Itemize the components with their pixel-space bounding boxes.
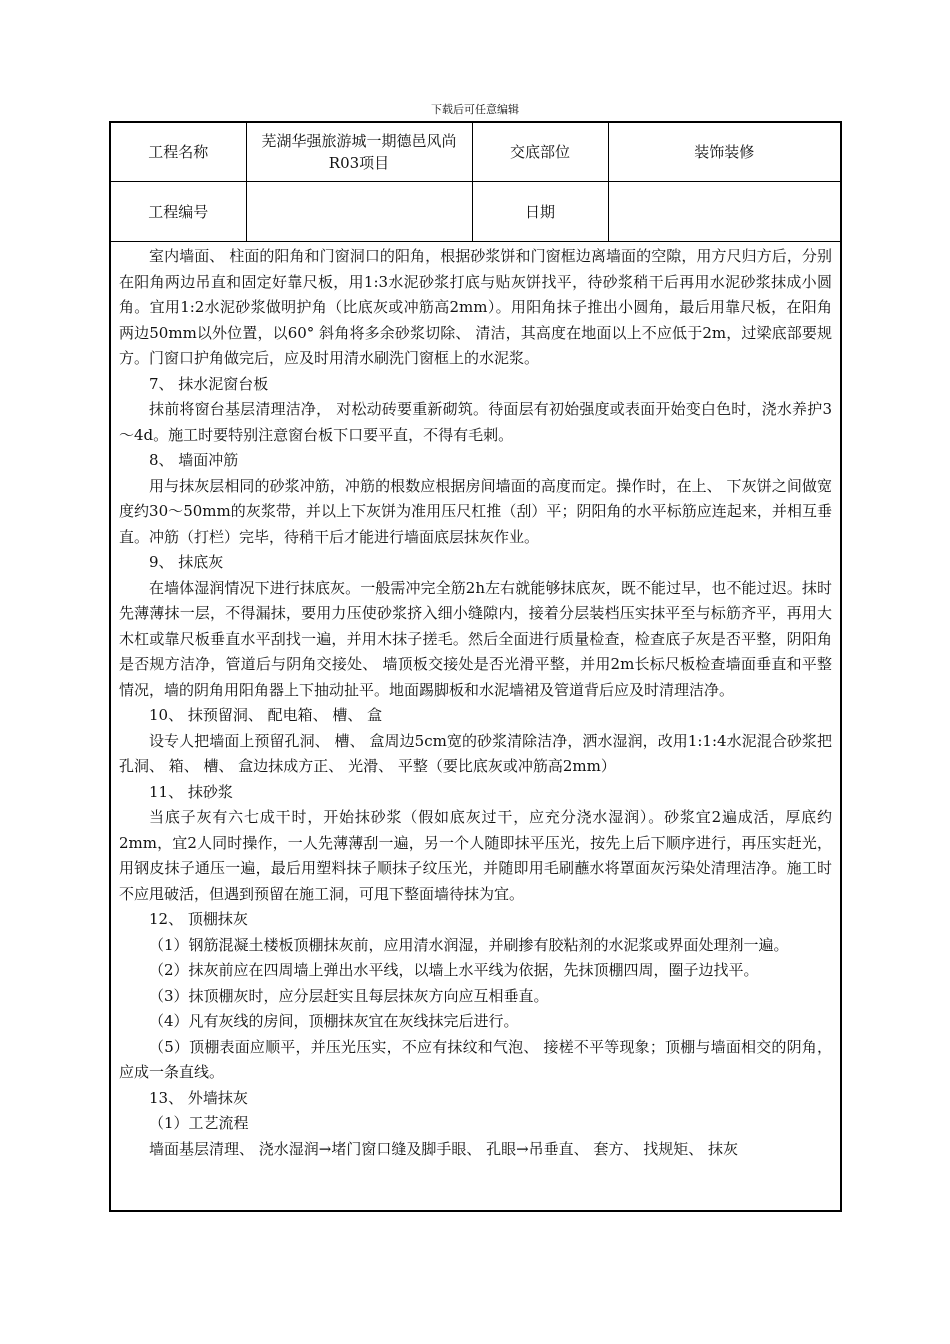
project-name-value: 芜湖华强旅游城一期德邑风尚R03项目 xyxy=(246,123,472,182)
project-name-label: 工程名称 xyxy=(111,123,246,182)
paragraph-process-flow: 墙面基层清理、 浇水湿润→堵门窗口缝及脚手眼、 孔眼→吊垂直、 套方、 找规矩、 抹灰 xyxy=(149,1139,738,1158)
paragraph-base-coat: 在墙体湿润情况下进行抹底灰。一般需冲完全筋2h左右就能够抹底灰，既不能过早，也不能过迟。抹时先薄薄抹一层，不得漏抹，要用力压使砂浆挤入细小缝隙内，接着分层装档压实抹平至与标筋齐平，再用大木杠或靠尺板垂直水平刮找一遍，并用木抹子搓毛。然后全面进行质量检查，检查底子灰是否平整，阴阳角是否规方洁净，管道后与阴角交接处、 墙顶板交接处是否光滑平整，并用2m长标尺板检查墙面垂直和平整情况，墙的阴角用阳角器上下抽动扯平。地面踢脚板和水泥墙裙及管道背后应及时清理洁净。 xyxy=(119,578,832,699)
section-heading-8: 8、 墙面冲筋 xyxy=(149,451,239,469)
ceiling-item-2: （2）抹灰前应在四周墙上弹出水平线，以墙上水平线为依据，先抹顶棚四周，圈子边找平。 xyxy=(149,961,759,979)
ceiling-item-4: （4）凡有灰线的房间，顶棚抹灰宜在灰线抹完后进行。 xyxy=(149,1012,519,1030)
paragraph-openings: 设专人把墙面上预留孔洞、 槽、 盒周边5cm宽的砂浆清除洁净，洒水湿润，改用1:1:4水泥混合砂浆把孔洞、 箱、 槽、 盒边抹成方正、 光滑、 平整（要比底灰或冲筋高2mm） xyxy=(119,731,832,775)
ceiling-item-5: （5）顶棚表面应顺平，并压光压实，不应有抹纹和气泡、 接槎不平等现象；顶棚与墙面相交的阴角，应成一条直线。 xyxy=(119,1037,832,1081)
project-info-table xyxy=(111,123,840,242)
ceiling-item-1: （1）钢筋混凝土楼板顶棚抹灰前，应用清水润湿，并刷掺有胶粘剂的水泥浆或界面处理剂一遍。 xyxy=(149,935,789,954)
location-value: 装饰装修 xyxy=(608,123,840,182)
section-heading-11: 11、 抹砂浆 xyxy=(149,782,233,801)
exterior-item-1: （1）工艺流程 xyxy=(149,1114,249,1132)
section-heading-9: 9、 抹底灰 xyxy=(149,553,224,571)
disclosure-sheet xyxy=(109,121,842,1212)
paragraph-finish-coat: 当底子灰有六七成干时，开始抹砂浆（假如底灰过干，应充分浇水湿润）。砂浆宜2遍成活，厚底约2mm，宜2人同时操作，一人先薄薄刮一遍，另一个人随即抹平压光，按先上后下顺序进行，再压实赶光，用钢皮抹子通压一遍，最后用塑料抹子顺抹子纹压光，并随即用毛刷蘸水将罩面灰污染处清理洁净。施工时不应甩破活，但遇到预留在施工洞，可甩下整面墙待抹为宜。 xyxy=(119,808,832,903)
project-no-value xyxy=(246,182,472,242)
section-heading-13: 13、 外墙抹灰 xyxy=(149,1088,248,1107)
disclosure-body xyxy=(111,242,840,1162)
date-label: 日期 xyxy=(472,182,608,242)
section-heading-10: 10、 抹预留洞、 配电箱、 槽、 盒 xyxy=(149,706,383,724)
header-note: 下载后可任意编辑 xyxy=(431,103,519,116)
section-heading-7: 7、 抹水泥窗台板 xyxy=(149,374,269,393)
section-heading-12: 12、 顶棚抹灰 xyxy=(149,910,248,928)
paragraph-wall-screed: 用与抹灰层相同的砂浆冲筋，冲筋的根数应根据房间墙面的高度而定。操作时，在上、 下灰饼之间做宽度约30～50mm的灰浆带，并以上下灰饼为准用压尺杠推（刮）平；阴阳角的水平标筋应连起来，并相互垂直。冲筋（打栏）完毕，待稍干后才能进行墙面底层抹灰作业。 xyxy=(119,476,832,546)
paragraph-corner-protection: 室内墙面、 柱面的阳角和门窗洞口的阳角，根据砂浆饼和门窗框边离墙面的空隙，用方尺归方后，分别在阳角两边吊直和固定好靠尺板，用1:3水泥砂浆打底与贴灰饼找平，待砂浆稍干后再用水泥砂浆抹成小圆角。宜用1:2水泥砂浆做明护角（比底灰或冲筋高2mm）。用阳角抹子推出小圆角，最后用靠尺板，在阳角两边50mm以外位置，以60° 斜角将多余砂浆切除、 清洁，其高度在地面以上不应低于2m，过梁底部要规方。门窗口护角做完后，应及时用清水刷洗门窗框上的水泥浆。 xyxy=(119,247,832,367)
location-label: 交底部位 xyxy=(472,123,608,182)
project-no-label: 工程编号 xyxy=(111,182,246,242)
date-value xyxy=(608,182,840,242)
paragraph-window-sill: 抹前将窗台基层清理洁净， 对松动砖要重新砌筑。待面层有初始强度或表面开始变白色时，浇水养护3～4d。施工时要特别注意窗台板下口要平直，不得有毛刺。 xyxy=(119,400,832,444)
ceiling-item-3: （3）抹顶棚灰时，应分层赶实且每层抹灰方向应互相垂直。 xyxy=(149,986,549,1005)
